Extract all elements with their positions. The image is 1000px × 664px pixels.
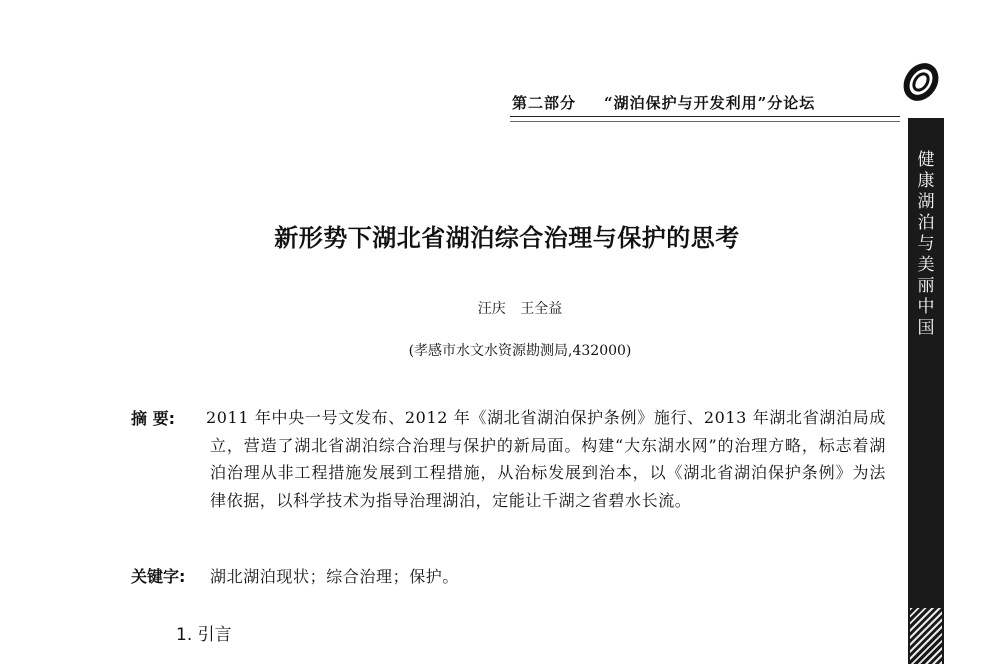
keywords-text: 湖北湖泊现状；综合治理；保护。 — [210, 567, 460, 586]
abstract-label: 摘 要: — [131, 409, 175, 428]
article-affiliation: (孝感市水文水资源勘测局,432000) — [408, 343, 632, 359]
ring-logo-icon — [902, 58, 942, 106]
header-rule-thin — [510, 121, 900, 122]
section-heading: 1. 引言 — [176, 625, 232, 645]
header-rule — [510, 116, 900, 117]
header-forum: “湖泊保护与开发利用”分论坛 — [604, 94, 816, 112]
side-band-text: 健康湖泊与美丽中国 — [917, 150, 935, 338]
article-title: 新形势下湖北省湖泊综合治理与保护的思考 — [274, 224, 740, 252]
header-part: 第二部分 — [512, 94, 577, 112]
side-band-stripes — [910, 608, 942, 664]
abstract-text: 2011 年中央一号文发布、2012 年《湖北省湖泊保护条例》施行、2013 年湖北省湖泊局成立，营造了湖北省湖泊综合治理与保护的新局面。构建“大东湖水网”的治理方略，标志着湖泊治理从非工程措施发展到工程措施，从治标发展到治本，以《湖北省湖泊保护条例》为法律依据，以科学技术为指导治理湖泊，定能让千湖之省碧水长流。 — [206, 408, 886, 510]
article-authors: 汪庆 王全益 — [477, 301, 563, 317]
keywords-label: 关键字: — [131, 567, 186, 586]
running-header — [512, 92, 892, 113]
